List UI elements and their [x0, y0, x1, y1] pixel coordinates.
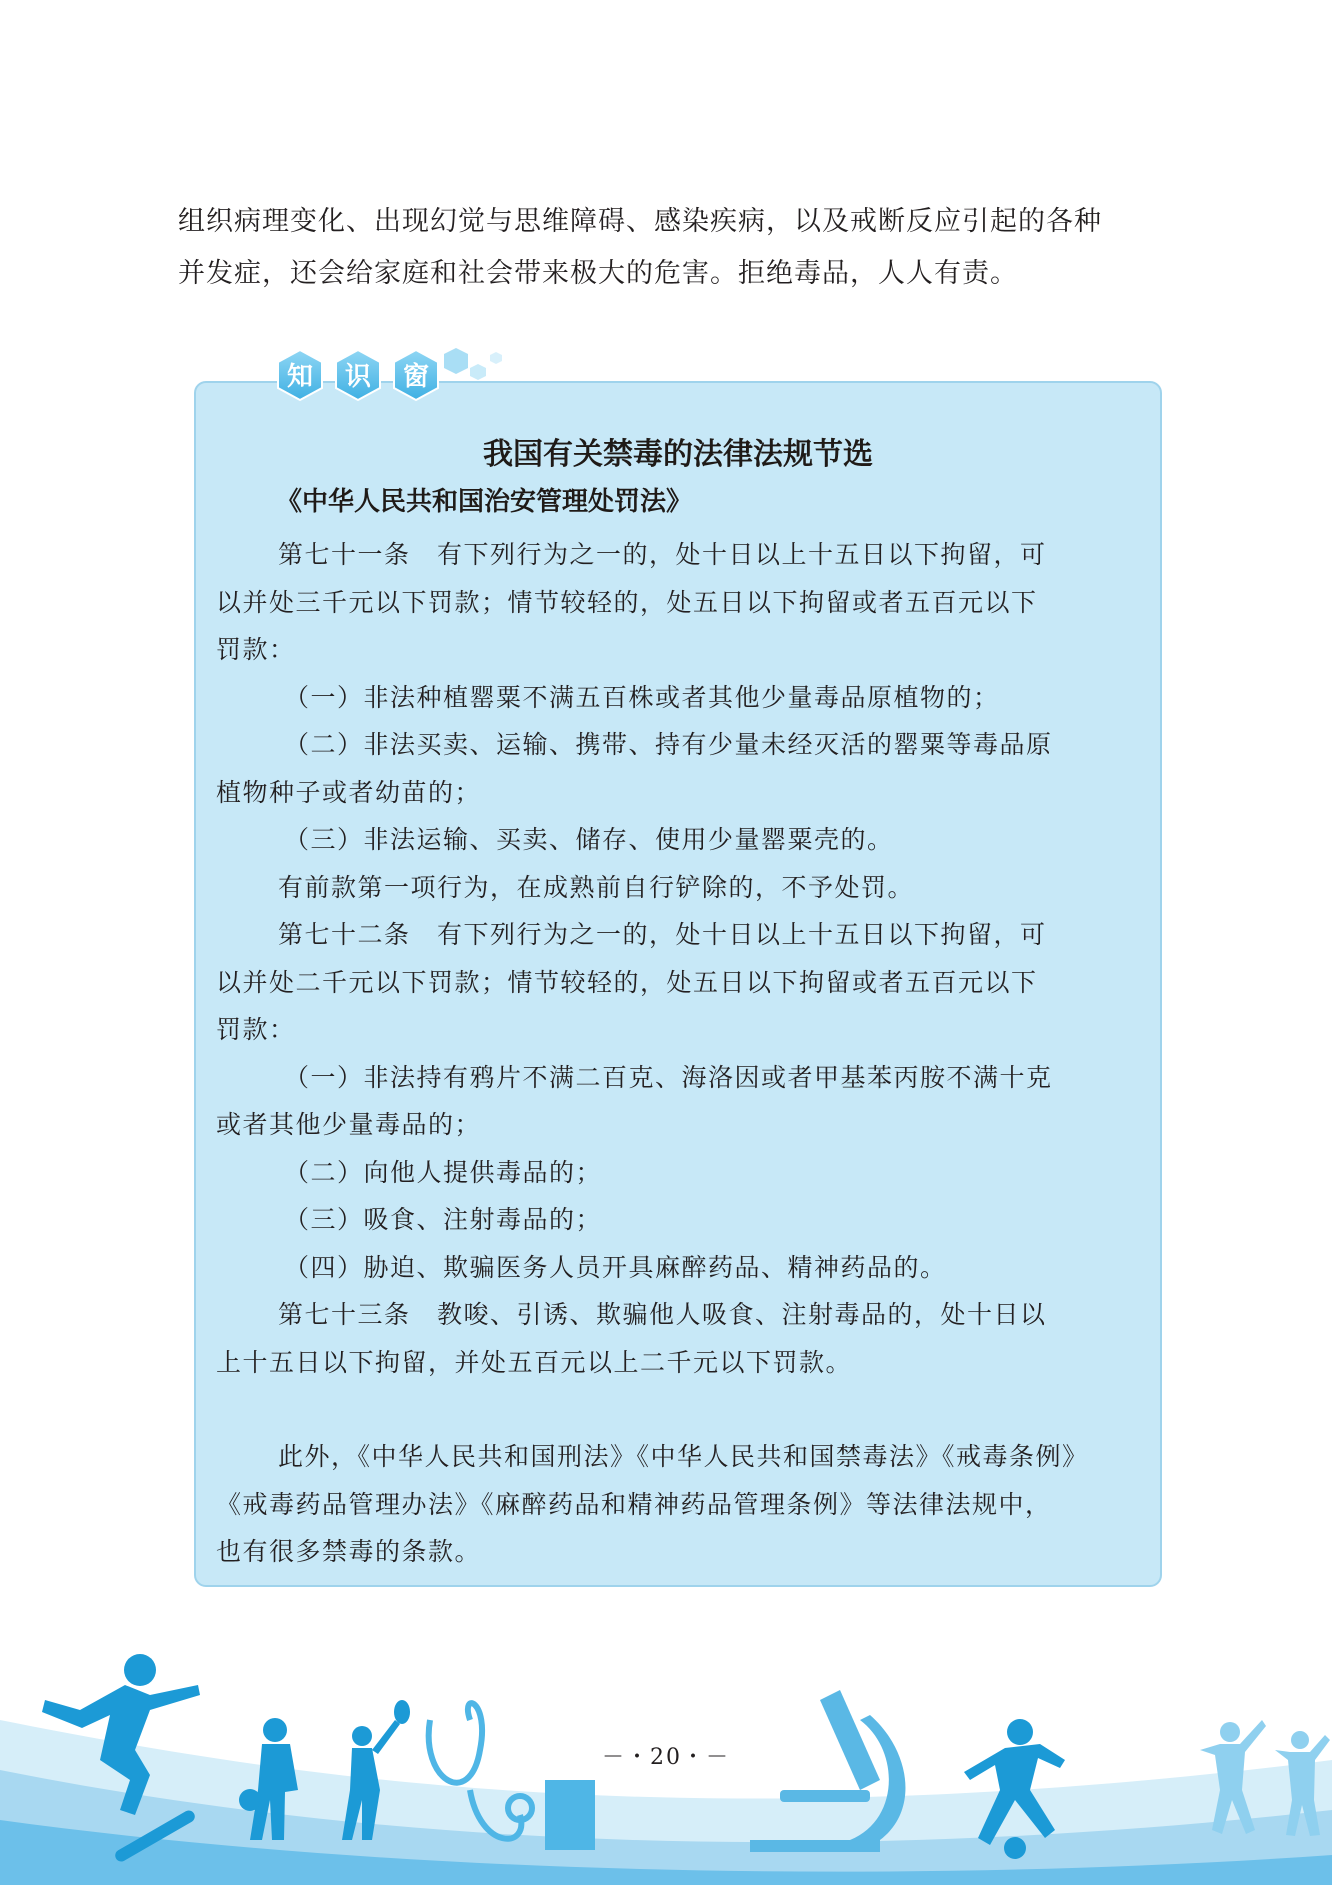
- law-line: 罚款：: [216, 635, 296, 664]
- hexagon-icon: [278, 350, 322, 400]
- knowledge-window-badge: [270, 342, 510, 412]
- badge-char: 识: [344, 362, 372, 392]
- badge-char: 窗: [402, 362, 430, 392]
- law-line: （三）吸食、注射毒品的；: [284, 1205, 603, 1234]
- law-content: [216, 531, 1146, 1576]
- law-line: （四）胁迫、欺骗医务人员开具麻醉药品、精神药品的。: [284, 1252, 947, 1282]
- law-line: 植物种子或者幼苗的；: [216, 777, 482, 807]
- law-line: 《戒毒药品管理办法》《麻醉药品和精神药品管理条例》等法律法规中，: [216, 1489, 1052, 1519]
- law-line: 以并处二千元以下罚款；情节较轻的，处五日以下拘留或者五百元以下: [216, 967, 1038, 997]
- law-line: 罚款：: [216, 1015, 296, 1044]
- hexagon-icon: [336, 350, 380, 400]
- small-hexagon-icon: [444, 348, 502, 380]
- law-line: 或者其他少量毒品的；: [216, 1110, 482, 1139]
- law-line: （三）非法运输、买卖、储存、使用少量罂粟壳的。: [284, 825, 894, 854]
- page-number: －・20・－: [602, 1745, 730, 1770]
- law-line: 第七十三条 教唆、引诱、欺骗他人吸食、注射毒品的，处十日以: [278, 1300, 1047, 1329]
- law-line: （一）非法持有鸦片不满二百克、海洛因或者甲基苯丙胺不满十克: [284, 1062, 1053, 1092]
- law-line: 也有很多禁毒的条款。: [216, 1537, 482, 1566]
- law-line: 第七十二条 有下列行为之一的，处十日以上十五日以下拘留，可: [278, 920, 1047, 949]
- law-line: 此外，《中华人民共和国刑法》《中华人民共和国禁毒法》《戒毒条例》: [278, 1442, 1089, 1471]
- law-title: 《中华人民共和国治安管理处罚法》: [276, 487, 693, 517]
- law-line: 以并处三千元以下罚款；情节较轻的，处五日以下拘留或者五百元以下: [216, 587, 1038, 617]
- law-line: （二）非法买卖、运输、携带、持有少量未经灭活的罂粟等毒品原: [284, 730, 1053, 759]
- intro-paragraph: [178, 196, 1178, 300]
- badge-char: 知: [286, 362, 314, 392]
- knowledge-window-box: [194, 381, 1162, 1587]
- beaker-icon: [545, 1780, 595, 1850]
- intro-line: 并发症，还会给家庭和社会带来极大的危害。拒绝毒品，人人有责。: [178, 258, 1018, 289]
- hexagon-icon: [394, 350, 438, 400]
- law-line: 第七十一条 有下列行为之一的，处十日以上十五日以下拘留，可: [278, 540, 1047, 569]
- box-title: 我国有关禁毒的法律法规节选: [483, 437, 873, 472]
- law-line: 上十五日以下拘留，并处五百元以上二千元以下罚款。: [216, 1347, 853, 1377]
- law-line: 有前款第一项行为，在成熟前自行铲除的，不予处罚。: [278, 872, 915, 902]
- law-line: （二）向他人提供毒品的；: [284, 1157, 603, 1187]
- law-line: （一）非法种植罂粟不满五百株或者其他少量毒品原植物的；: [284, 682, 1000, 712]
- intro-line: 组织病理变化、出现幻觉与思维障碍、感染疾病，以及戒断反应引起的各种: [178, 206, 1102, 237]
